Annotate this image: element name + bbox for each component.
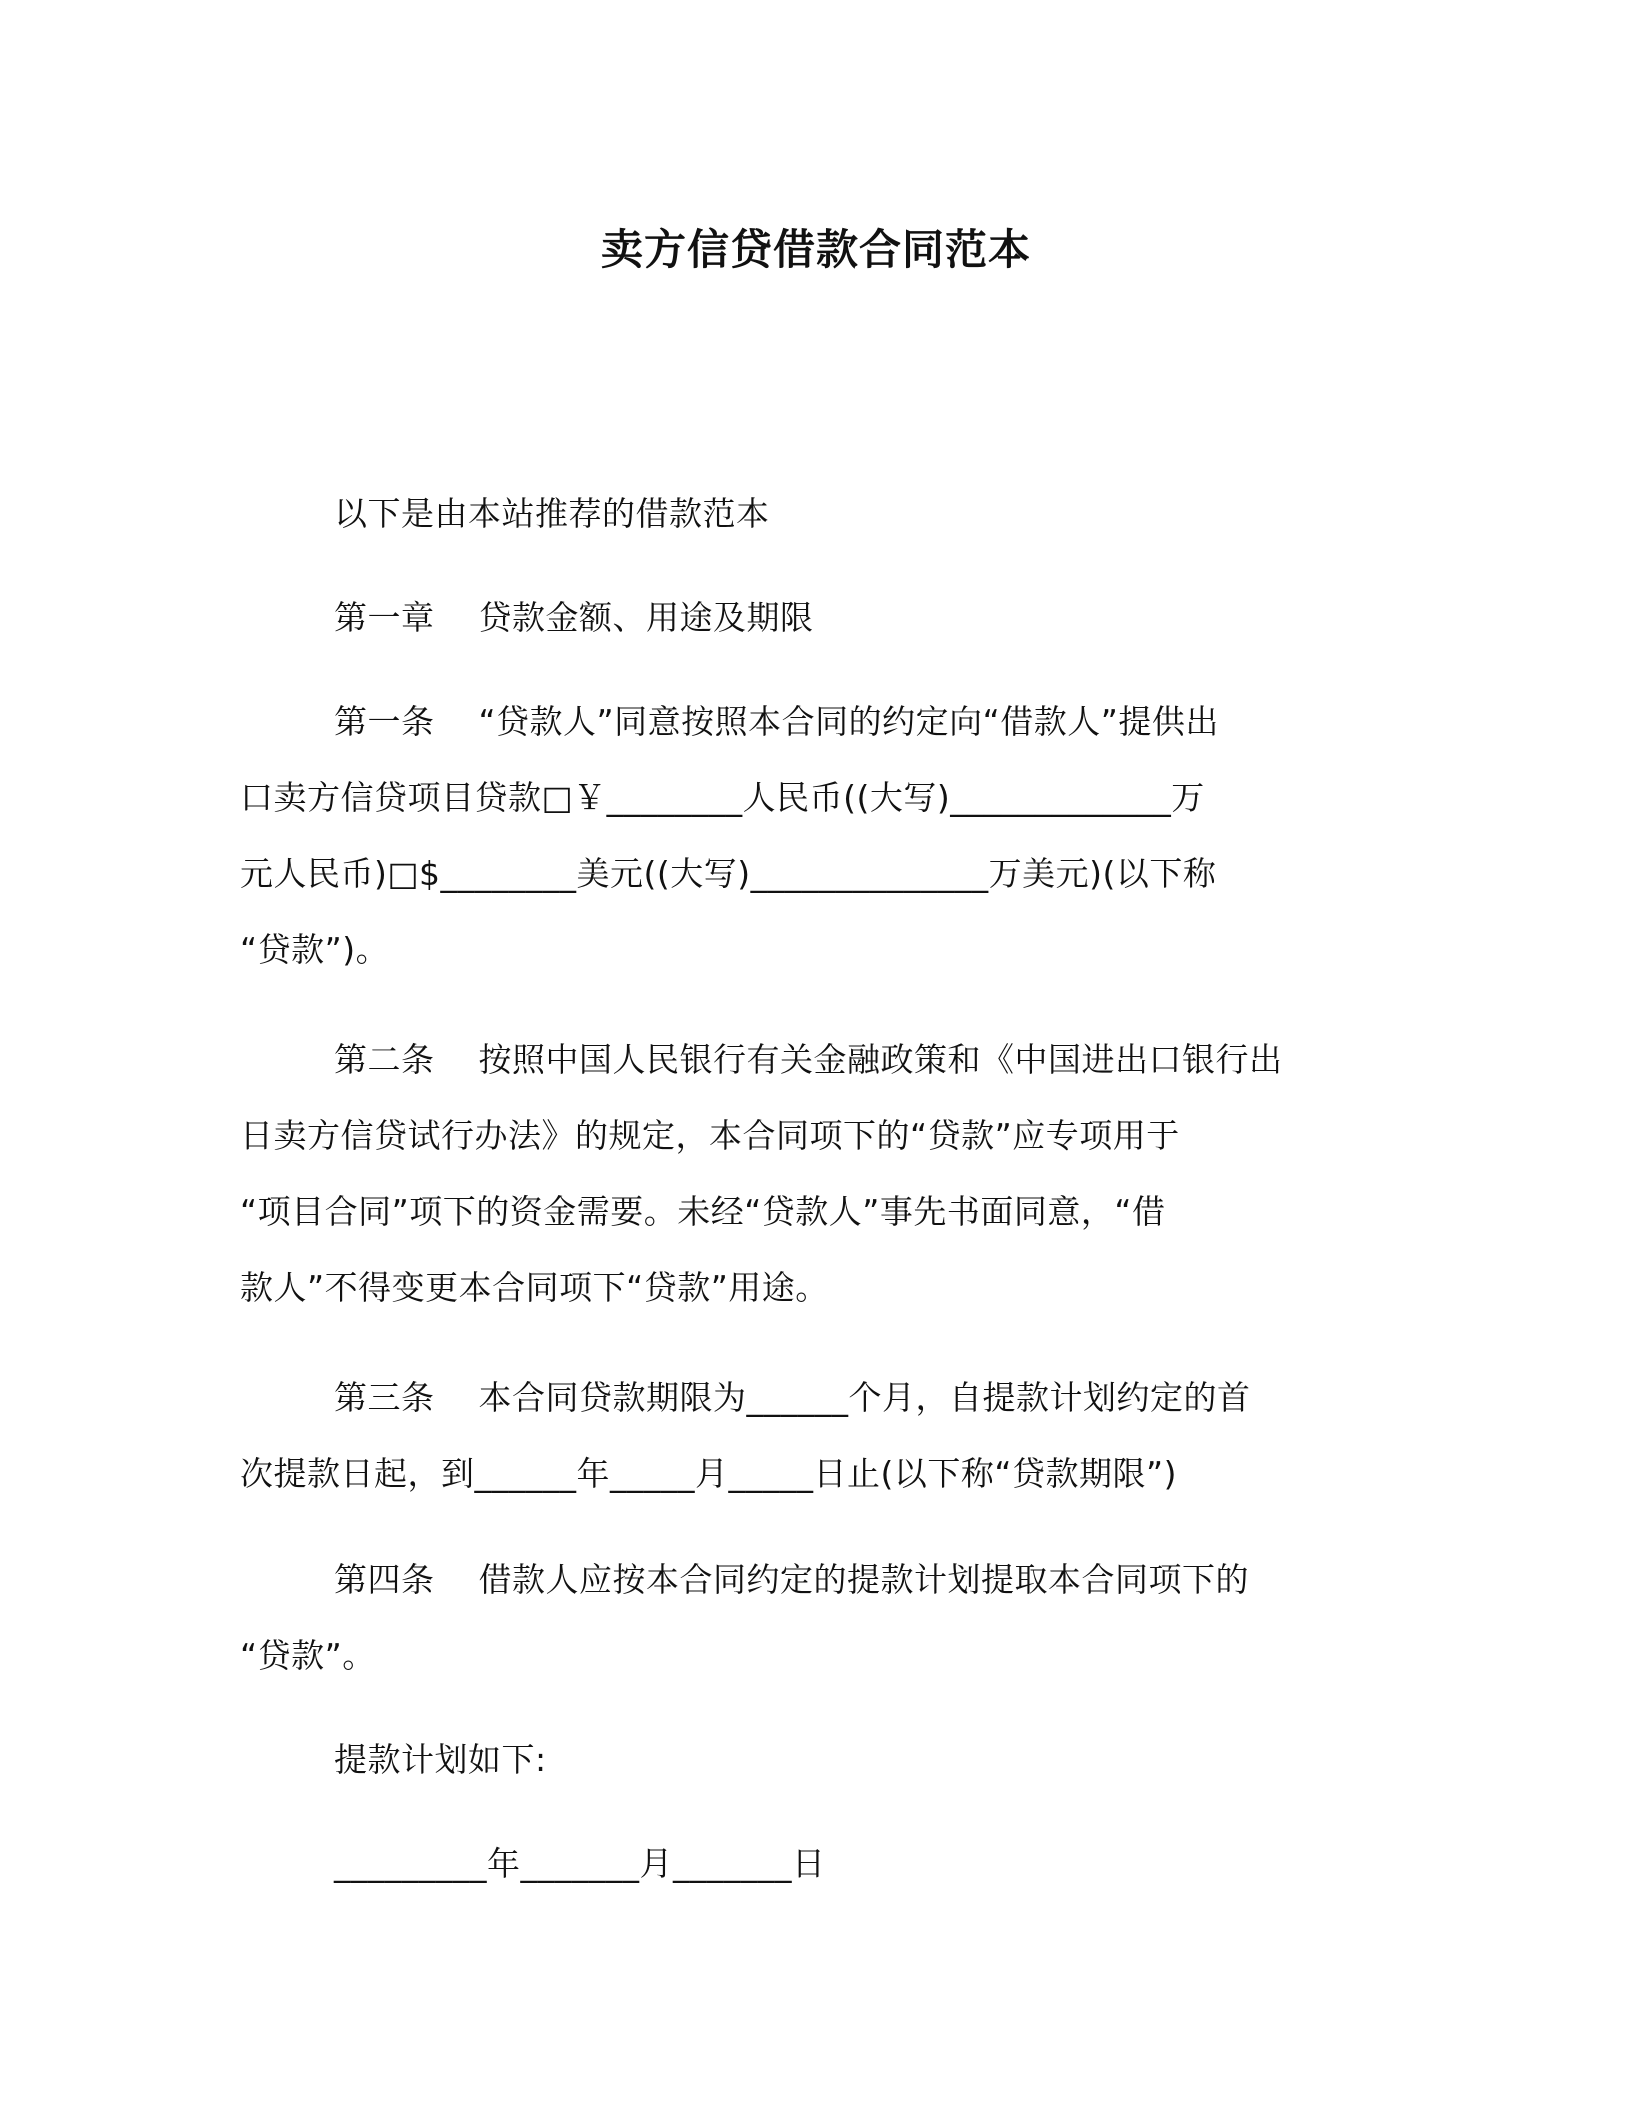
article-3-line-2: 次提款日起，到______年_____月_____日止(以下称“贷款期限”) xyxy=(240,1454,1177,1493)
article-4-line-1: 第四条 借款人应按本合同约定的提款计划提取本合同项下的 xyxy=(334,1560,1249,1599)
article-1-line-4: “贷款”)。 xyxy=(240,930,390,969)
chapter-1-heading: 第一章 贷款金额、用途及期限 xyxy=(334,598,814,637)
withdrawal-plan-label: 提款计划如下: xyxy=(334,1740,547,1779)
article-1-line-1: 第一条 “贷款人”同意按照本合同的约定向“借款人”提供出 xyxy=(334,702,1219,741)
withdrawal-date-line: _________年_______月_______日 xyxy=(334,1844,826,1883)
document-title: 卖方信贷借款合同范本 xyxy=(600,225,1031,274)
article-1-line-3: 元人民币)□$________美元((大写)______________万美元)(以下称 xyxy=(240,854,1217,893)
article-4-line-2: “贷款”。 xyxy=(240,1636,376,1675)
article-2-line-3: “项目合同”项下的资金需要。未经“贷款人”事先书面同意，“借 xyxy=(240,1192,1166,1231)
intro-text: 以下是由本站推荐的借款范本 xyxy=(334,494,770,533)
article-1-line-2: 口卖方信贷项目贷款□￥________人民币((大写)_____________万 xyxy=(240,778,1205,817)
article-2-line-1: 第二条 按照中国人民银行有关金融政策和《中国进出口银行出 xyxy=(334,1040,1283,1079)
article-3-line-1: 第三条 本合同贷款期限为______个月，自提款计划约定的首 xyxy=(334,1378,1251,1417)
article-2-line-2: 日卖方信贷试行办法》的规定，本合同项下的“贷款”应专项用于 xyxy=(240,1116,1180,1155)
article-2-line-4: 款人”不得变更本合同项下“贷款”用途。 xyxy=(240,1268,829,1307)
